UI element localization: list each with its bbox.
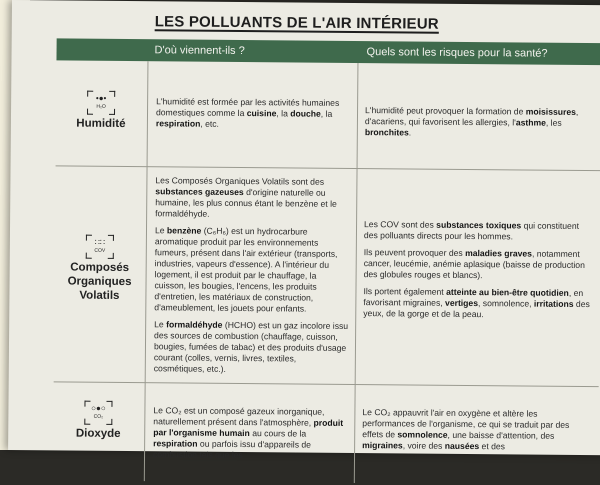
- paragraph: Les Composés Organiques Volatils sont des substances gazeuses d'origine naturelle ou humaine, les plus connus étant le benzène et le formaldéhyde.: [155, 175, 337, 219]
- pollutants-table: [53, 38, 600, 463]
- pollutant-name: Humidité: [76, 117, 126, 130]
- header-origin: D'où viennent-ils ?: [154, 44, 245, 58]
- paragraph: L'humidité peut provoquer la formation de moisissures, d'acariens, qui favorisent les allergies, l'asthme, les bronchites.: [364, 105, 579, 138]
- pollutant-name: Composés Organiques Volatils: [67, 261, 132, 302]
- table-row-cov: [54, 166, 600, 387]
- pollutant-label: [56, 90, 146, 131]
- document-page: [8, 0, 600, 461]
- paragraph: Le CO₂ est un composé gazeux inorganique, naturellement présent dans l'atmosphère, produit par l'organisme humain au cours de la respiration ou parfois issu d'appareils de combustion tels que les: [152, 405, 344, 461]
- origin-text: [153, 405, 349, 468]
- risks-text: [362, 407, 590, 459]
- paragraph: Ils peuvent provoquer des maladies graves, notamment cancer, leucémie, anémie aplasique (baisse de production des globules rouges et blancs).: [363, 247, 585, 281]
- risks-text: [365, 105, 590, 146]
- header-risks: Quels sont les risques pour la santé?: [366, 46, 548, 60]
- paragraph: L'humidité est formée par les activités humaines domestiques comme la cuisine, la douche, la respiration, etc.: [155, 96, 340, 129]
- paragraph: Le CO₂ appauvrit l'air en oxygène et altère les performances de l'organisme, ce qui se traduit par des effets de somnolence, une baisse d'attention, des migraines, voire des nausées et des: [362, 407, 570, 452]
- table-row-dioxyde: [53, 382, 599, 477]
- pollutant-name: Dioxyde: [75, 427, 121, 440]
- water-drops-icon: •●• H₂O: [87, 91, 115, 115]
- origin-text: [156, 96, 346, 137]
- table-row-humidite: [56, 60, 600, 171]
- pollutant-label: [54, 234, 145, 303]
- page-title: LES POLLUANTS DE L'AIR INTÉRIEUR: [154, 13, 439, 33]
- paragraph: Ils portent également atteinte au bien-être quotidien, en favorisant migraines, vertiges, somnolence, irritations des yeux, de la gorge et de la peau.: [363, 286, 590, 320]
- paragraph: Le benzène (C₆H₆) est un hydrocarbure aromatique produit par les environnements fumeurs, présent dans l'air extérieur (transports, industries, vapeurs d'essence). A l'intérieur du logement, il est produit par le chauffage, la cuisson, les bougies, l'encens, les produits d'entretien, les matériaux de construction, d'ameublement, les jouets pour enfants.: [154, 225, 338, 314]
- paragraph: Les COV sont des substances toxiques qui constituent des polluants directs pour les hommes.: [363, 219, 580, 242]
- paragraph: Le formaldéhyde (HCHO) est un gaz incolore issu des sources de combustion (chauffage, cuisson, bougies, fumées de tabac) et des produits d'usage courant (colles, vernis, livres, textiles, cosmétiques, etc.).: [153, 319, 349, 374]
- origin-text: [154, 175, 351, 382]
- molecules-icon: ∷∷ COV: [86, 235, 114, 259]
- pollutant-label: [53, 400, 143, 441]
- risks-text: [363, 219, 592, 327]
- co2-molecule-icon: ○●○ CO₂: [84, 401, 112, 425]
